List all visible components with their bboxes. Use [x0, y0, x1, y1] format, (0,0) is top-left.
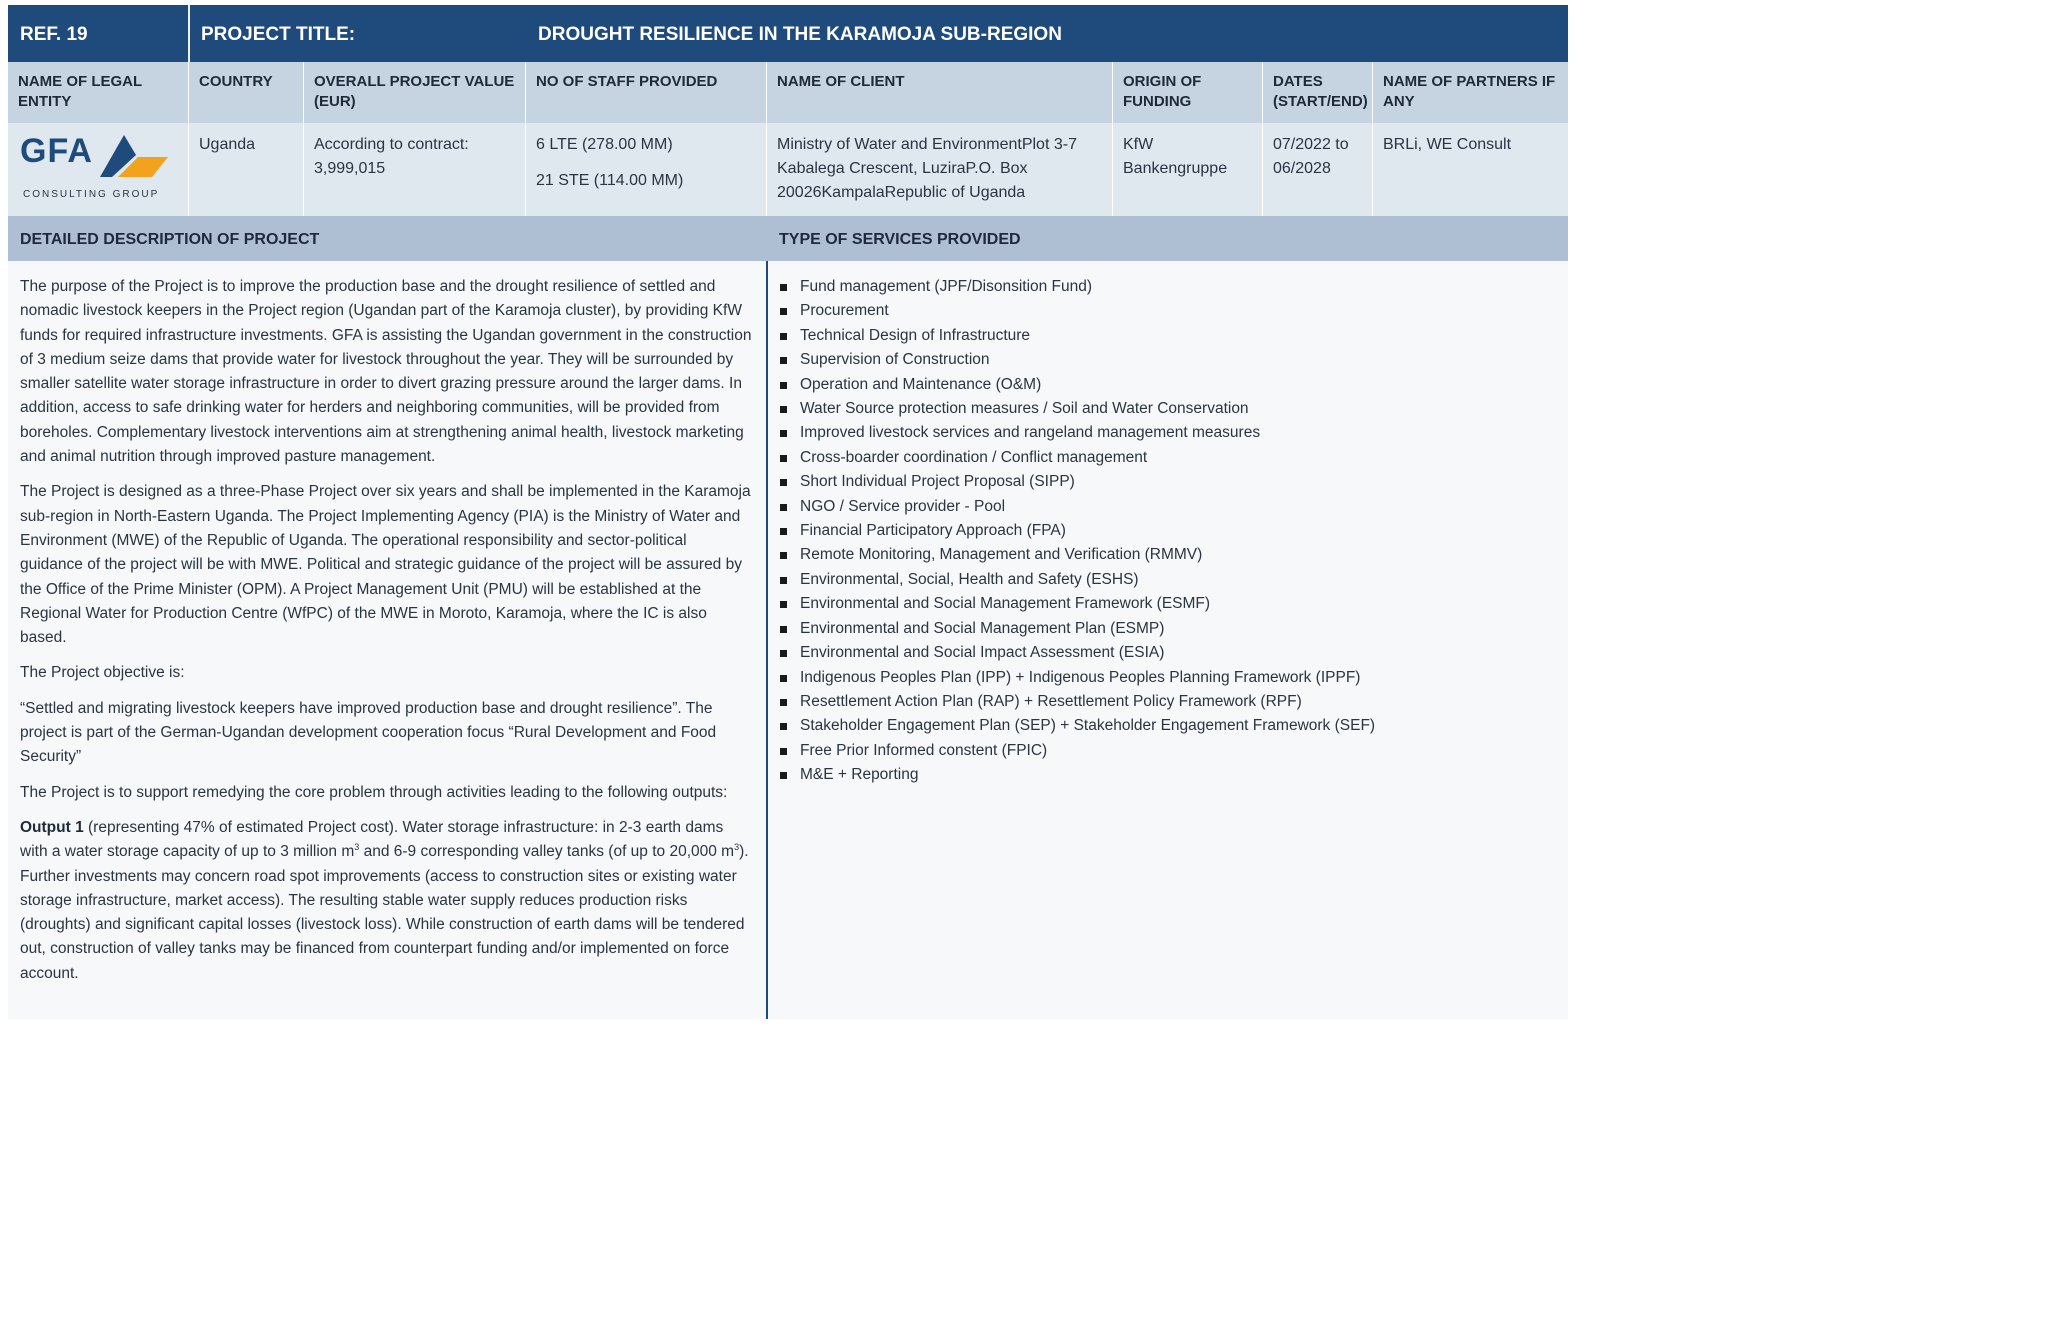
title-divider: [188, 5, 190, 62]
bullet-square-icon: [780, 577, 787, 584]
header-staff: NO OF STAFF PROVIDED: [526, 62, 767, 123]
funding-cell: KfW Bankengruppe: [1113, 123, 1263, 216]
service-item: [780, 617, 1568, 641]
logo-wordmark: GFA: [20, 132, 93, 170]
service-label: Indigenous Peoples Plan (IPP) + Indigenous Peoples Planning Framework (IPPF): [800, 668, 1361, 686]
service-label: Short Individual Project Proposal (SIPP): [800, 473, 1075, 491]
logo-triangle-icon: [98, 135, 168, 183]
bullet-square-icon: [780, 772, 787, 779]
bullet-square-icon: [780, 528, 787, 535]
service-label: Fund management (JPF/Disonsition Fund): [800, 278, 1093, 295]
service-label: Supervision of Construction: [800, 351, 990, 369]
country-cell: Uganda: [189, 123, 304, 216]
staff-ste: 21 STE (114.00 MM): [536, 172, 684, 189]
service-label: Stakeholder Engagement Plan (SEP) + Stakeholder Engagement Framework (SEF): [800, 717, 1376, 735]
service-label: Financial Participatory Approach (FPA): [800, 522, 1066, 540]
bullet-square-icon: [780, 357, 787, 364]
description-paragraph: “Settled and migrating livestock keepers have improved production base and drought resilience”. The project is part of the German-Ugandan development cooperation focus “Rural Development and Food Security”: [20, 699, 717, 766]
service-label: NGO / Service provider - Pool: [800, 497, 1006, 515]
project-title-label: PROJECT TITLE:: [201, 24, 356, 45]
service-label: Cross-boarder coordination / Conflict management: [800, 448, 1148, 466]
bullet-square-icon: [780, 626, 787, 633]
legal-entity-cell: [8, 123, 189, 216]
service-item: [780, 763, 1568, 787]
output-sup-2: 3: [734, 842, 740, 853]
bullet-square-icon: [780, 430, 787, 437]
service-item: [780, 446, 1568, 470]
reference-sheet: [8, 5, 1568, 1019]
service-item: [780, 324, 1568, 348]
service-label: Procurement: [800, 302, 889, 320]
services-list: [780, 275, 1568, 788]
service-item: [780, 495, 1568, 519]
table-data-row: [8, 123, 1568, 216]
project-description: [8, 261, 766, 1019]
service-item: [780, 641, 1568, 665]
bullet-square-icon: [780, 601, 787, 608]
service-item: [780, 470, 1568, 494]
description-paragraph: The Project is to support remedying the core problem through activities leading to the following outputs:: [20, 783, 728, 801]
service-label: Free Prior Informed constent (FPIC): [800, 741, 1048, 759]
output-label: Output 1: [20, 818, 84, 836]
bullet-square-icon: [780, 284, 787, 291]
bullet-square-icon: [780, 308, 787, 315]
service-item: [780, 543, 1568, 567]
service-item: [780, 690, 1568, 714]
project-title: DROUGHT RESILIENCE IN THE KARAMOJA SUB-REGION: [538, 24, 1062, 45]
header-client: NAME OF CLIENT: [767, 62, 1113, 123]
service-label: Operation and Maintenance (O&M): [800, 375, 1042, 393]
services-list-panel: [768, 261, 1568, 1019]
description-section-header: DETAILED DESCRIPTION OF PROJECT: [8, 216, 767, 261]
bullet-square-icon: [780, 479, 787, 486]
service-label: Remote Monitoring, Management and Verification (RMMV): [800, 546, 1203, 564]
service-item: [780, 592, 1568, 616]
service-label: Environmental and Social Management Plan (ESMP): [800, 619, 1165, 637]
service-label: M&E + Reporting: [800, 766, 919, 784]
service-item: [780, 299, 1568, 323]
service-item: [780, 568, 1568, 592]
service-label: Environmental, Social, Health and Safety (ESHS): [800, 570, 1139, 588]
project-value-cell: According to contract: 3,999,015: [304, 123, 526, 216]
staff-lte: 6 LTE (278.00 MM): [536, 136, 673, 153]
header-funding: ORIGIN OF FUNDING: [1113, 62, 1263, 123]
bullet-square-icon: [780, 382, 787, 389]
table-header-row: [8, 62, 1568, 123]
bullet-square-icon: [780, 552, 787, 559]
bullet-square-icon: [780, 723, 787, 730]
staff-cell: [526, 123, 767, 216]
title-bar: [8, 5, 1568, 62]
dates-cell: 07/2022 to 06/2028: [1263, 123, 1373, 216]
description-paragraph: The purpose of the Project is to improve the production base and the drought resilience of settled and nomadic livestock keepers in the Project region (Ugandan part of the Karamoja cluster), by providing KfW funds for required infrastructure investments. GFA is assisting the Ugandan government in the construction of 3 medium seize dams that provide water for livestock throughout the year. They will be surrounded by smaller satellite water storage infrastructure in order to divert grazing pressure around the larger dams. In addition, access to safe drinking water for herders and neighboring communities, will be provided from boreholes. Complementary livestock interventions aim at strengthening animal health, livestock marketing and animal nutrition through improved pasture management.: [20, 278, 752, 466]
output-paragraph: [20, 816, 752, 986]
bullet-square-icon: [780, 333, 787, 340]
output-text-b: and 6-9 corresponding valley tanks (of up to 20,000 m: [359, 843, 735, 861]
header-partners: NAME OF PARTNERS IF ANY: [1383, 73, 1556, 110]
service-item: [780, 348, 1568, 372]
bullet-square-icon: [780, 675, 787, 682]
partners-cell: BRLi, WE Consult: [1383, 136, 1512, 153]
output-sup-1: 3: [354, 842, 360, 853]
service-label: Resettlement Action Plan (RAP) + Resettlement Policy Framework (RPF): [800, 692, 1302, 710]
header-dates: DATES (START/END): [1263, 62, 1373, 123]
description-paragraph: The Project objective is:: [20, 664, 185, 682]
service-label: Environmental and Social Impact Assessment (ESIA): [800, 644, 1165, 662]
service-item: [780, 421, 1568, 445]
output-text-a: (representing 47% of estimated Project cost). Water storage infrastructure: in 2-3 earth dams with a water storage capacity of up to 3 million m: [20, 818, 724, 861]
bullet-square-icon: [780, 455, 787, 462]
service-label: Improved livestock services and rangeland management measures: [800, 424, 1261, 442]
bullet-square-icon: [780, 650, 787, 657]
service-item: [780, 714, 1568, 738]
service-item: [780, 373, 1568, 397]
client-cell: Ministry of Water and EnvironmentPlot 3-7 Kabalega Crescent, LuziraP.O. Box 20026KampalaRepublic of Uganda: [767, 123, 1113, 216]
header-project-value: OVERALL PROJECT VALUE (EUR): [304, 62, 526, 123]
description-paragraph: The Project is designed as a three-Phase Project over six years and shall be implemented in the Karamoja sub-region in North-Eastern Uganda. The Project Implementing Agency (PIA) is the Ministry of Water and Environment (MWE) of the Republic of Uganda. The operational responsibility and sector-political guidance of the project will be with MWE. Political and strategic guidance of the project will be assured by the Office of the Prime Minister (OPM). A Project Management Unit (PMU) will be established at the Regional Water for Production Centre (WfPC) of the MWE in Moroto, Karamoja, where the IC is also based.: [20, 483, 751, 647]
header-country: COUNTRY: [189, 62, 304, 123]
bullet-square-icon: [780, 504, 787, 511]
service-item: [780, 739, 1568, 763]
bullet-square-icon: [780, 699, 787, 706]
services-section-header: TYPE OF SERVICES PROVIDED: [767, 216, 1568, 261]
bullet-square-icon: [780, 748, 787, 755]
service-label: Technical Design of Infrastructure: [800, 326, 1031, 344]
bullet-square-icon: [780, 406, 787, 413]
service-label: Environmental and Social Management Framework (ESMF): [800, 595, 1211, 613]
output-text-c: ). Further investments may concern road spot improvements (access to construction sites or existing water storage infrastructure, market access). The resulting stable water supply reduces production risks (droughts) and significant capital losses (livestock loss). While construction of earth dams will be tendered out, construction of valley tanks may be financed from counterpart funding and/or implemented on force account.: [20, 843, 749, 982]
logo-subtext: CONSULTING GROUP: [23, 189, 160, 200]
service-item: [780, 666, 1568, 690]
service-label: Water Source protection measures / Soil and Water Conservation: [800, 400, 1249, 418]
service-item: [780, 397, 1568, 421]
header-legal-entity: NAME OF LEGAL ENTITY: [8, 62, 189, 123]
reference-number: REF. 19: [20, 24, 88, 45]
gfa-logo: [20, 132, 160, 200]
service-item: [780, 275, 1568, 299]
service-item: [780, 519, 1568, 543]
